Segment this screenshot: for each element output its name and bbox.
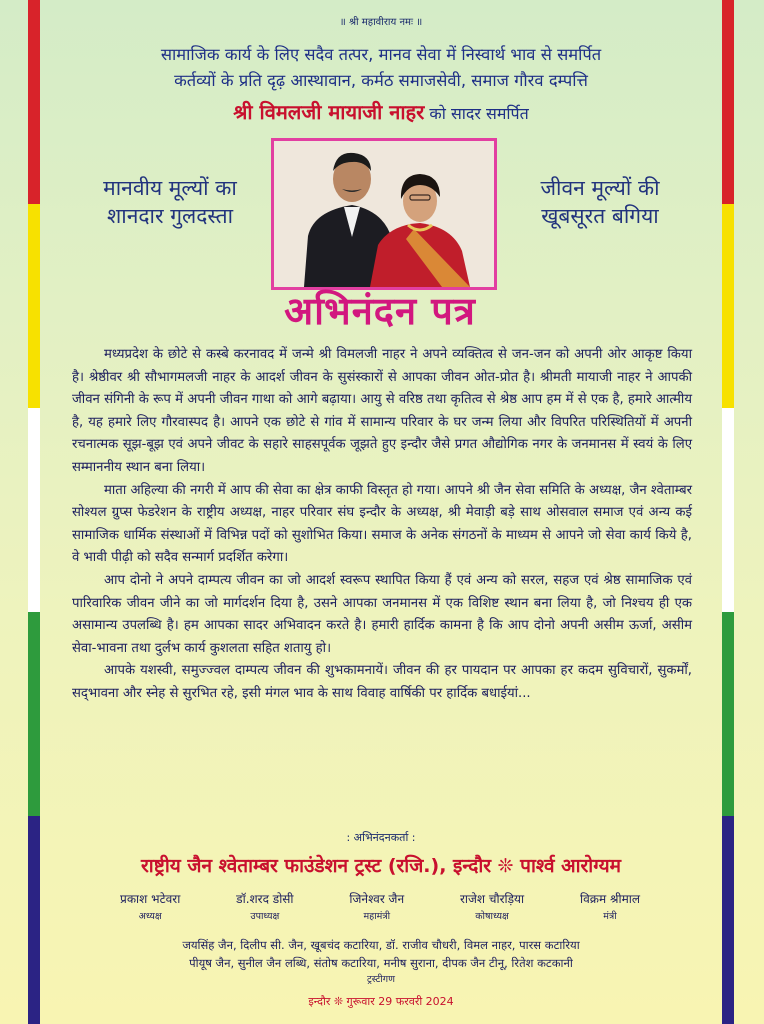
left-tagline-line-2: शानदार गुलदस्ता — [106, 204, 234, 228]
left-tagline — [70, 174, 270, 230]
officer — [236, 890, 293, 922]
officer-name: डॉ.शरद डोसी — [236, 892, 294, 906]
officer — [460, 890, 524, 922]
officer — [580, 890, 640, 922]
paragraph-2: माता अहिल्या की नगरी में आप की सेवा का क्षेत्र काफी विस्तृत हो गया। आपने श्री जैन सेवा समिति के अध्यक्ष, जैन श्वेताम्बर सोश्यल ग्रुप्स फेडरेशन के राष्ट्रीय अध्यक्ष, नाहर परिवार संघ इन्दौर के अध्यक्ष, श्री मेवाड़ी बड़े साथ ओसवाल समाज एवं अन्य कई सामाजिक धार्मिक संस्थाओं में विभिन्न पदों को सुशोभित किया। समाज के अनेक संगठनों के माध्यम से आपने जो सेवा कार्य किये है, वे भावी पीढ़ी को सदैव सन्मार्ग प्रदर्शित करेगा। — [72, 482, 692, 566]
officer-role: मंत्री — [603, 911, 617, 922]
intro-line-1: सामाजिक कार्य के लिए सदैव तत्पर, मानव सेवा में निस्वार्थ भाव से समर्पित — [160, 45, 602, 64]
officers-row — [120, 890, 640, 922]
right-color-stripe — [722, 0, 734, 1024]
officer-role: महामंत्री — [363, 911, 391, 922]
sender-label: : अभिनंदनकर्ता : — [346, 831, 416, 844]
invocation: ॥ श्री महावीराय नमः ॥ — [339, 17, 423, 28]
officer — [120, 890, 180, 922]
officer-name: जिनेश्वर जैन — [349, 892, 405, 906]
dateline: इन्दौर ❊ गुरूवार 29 फरवरी 2024 — [308, 995, 454, 1008]
honoree-line — [40, 98, 722, 125]
officer-role: कोषाध्यक्ष — [475, 911, 509, 922]
couple-photo-illustration — [274, 141, 494, 287]
trustees-list — [40, 936, 722, 972]
right-tagline — [510, 174, 690, 230]
officer — [349, 890, 404, 922]
left-tagline-line-1: मानवीय मूल्यों का — [103, 176, 237, 200]
officer-name: विक्रम श्रीमाल — [579, 892, 640, 906]
paragraph-3: आप दोनो ने अपने दाम्पत्य जीवन का जो आदर्श स्वरूप स्थापित किया हैं एवं अन्य को सरल, सहज एवं श्रेष्ठ सामाजिक एवं पारिवारिक जीवन जीने का जो मार्गदर्शन दिया है, उसने आपका जनमानस में एक विशिष्ट स्थान बना लिया है, जो निश्चय ही एक असामान्य उपलब्धि है। हम आपका सादर अभिवादन करते है। हमारी हार्दिक कामना है कि आप दोनो अपनी असीम ऊर्जा, असीम सेवा-भावना तथा दुर्लभ कार्य कुशलता सहित शतायु हो। — [72, 572, 692, 656]
organization-name: राष्ट्रीय जैन श्वेताम्बर फाउंडेशन ट्रस्ट (रजि.), इन्दौर ❊ पार्श्व आरोग्यम — [141, 855, 621, 877]
officer-role: उपाध्यक्ष — [250, 911, 280, 922]
officer-name: राजेश चौरड़िया — [459, 892, 525, 906]
honoree-name: श्री विमलजी मायाजी नाहर — [233, 100, 425, 124]
couple-photo — [271, 138, 497, 290]
page-title: अभिनंदन पत्र — [284, 288, 476, 333]
officer-name: प्रकाश भटेवरा — [120, 892, 181, 906]
body-text — [72, 344, 692, 706]
paragraph-4: आपके यशस्वी, समुज्ज्वल दाम्पत्य जीवन की शुभकामनायें। जीवन की हर पायदान पर आपका हर कदम सुविचारों, सुकर्मों, सद्‌भावना और स्नेह से सुरभित रहे, इसी मंगल भाव के साथ विवाह वार्षिकी पर हार्दिक बधाईयां... — [72, 663, 692, 701]
right-tagline-line-2: खूबसूरत बगिया — [541, 204, 659, 228]
right-tagline-line-1: जीवन मूल्यों की — [540, 176, 660, 200]
trustees-label: ट्रस्टीगण — [367, 974, 395, 985]
trustees-line-2: पीयूष जैन, सुनील जैन लब्धि, संतोष कटारिया, मनीष सुराना, दीपक जैन टीनू, रितेश कटकानी — [189, 956, 573, 970]
intro-line-2: कर्तव्यों के प्रति दृढ़ आस्थावान, कर्मठ समाजसेवी, समाज गौरव दम्पत्ति — [174, 71, 588, 90]
intro-block — [40, 42, 722, 94]
officer-role: अध्यक्ष — [138, 911, 162, 922]
left-color-stripe — [28, 0, 40, 1024]
paragraph-1: मध्यप्रदेश के छोटे से कस्बे करनावद में जन्मे श्री विमलजी नाहर ने अपने व्यक्तित्व से जन-जन को अपनी ओर आकृष्ट किया है। श्रेष्ठीवर श्री सौभागमलजी नाहर के आदर्श जीवन के सुसंस्कारों से आपका जीवन ओत-प्रोत है। श्रीमती मायाजी नाहर ने आपकी जीवन संगिनी के रूप में अपनी जीवन गाथा को आगे बढ़ाया। आयु से वरिष्ठ तथा कृतित्व से श्रेष्ठ आप हम में से एक है, हमारे आत्मीय है, यह हमारे लिए गौरवास्पद है। आपने एक छोटे से गांव में सामान्य परिवार के घर जन्म लिया और विपरित परिस्थितियों में अपनी रचनात्मक सूझ-बूझ एवं अपने जीवट के सहारे साहसपूर्वक जूझते हुए इन्दौर जैसे प्रगत औद्योगिक नगर के जनमानस में स्वयं के लिए सम्माननीय स्थान बना लिया। — [72, 347, 692, 475]
trustees-line-1: जयसिंह जैन, दिलीप सी. जैन, खूबचंद कटारिया, डॉ. राजीव चौधरी, विमल नाहर, पारस कटारिया — [182, 938, 580, 952]
dedication-text: को सादर समर्पित — [429, 104, 529, 123]
